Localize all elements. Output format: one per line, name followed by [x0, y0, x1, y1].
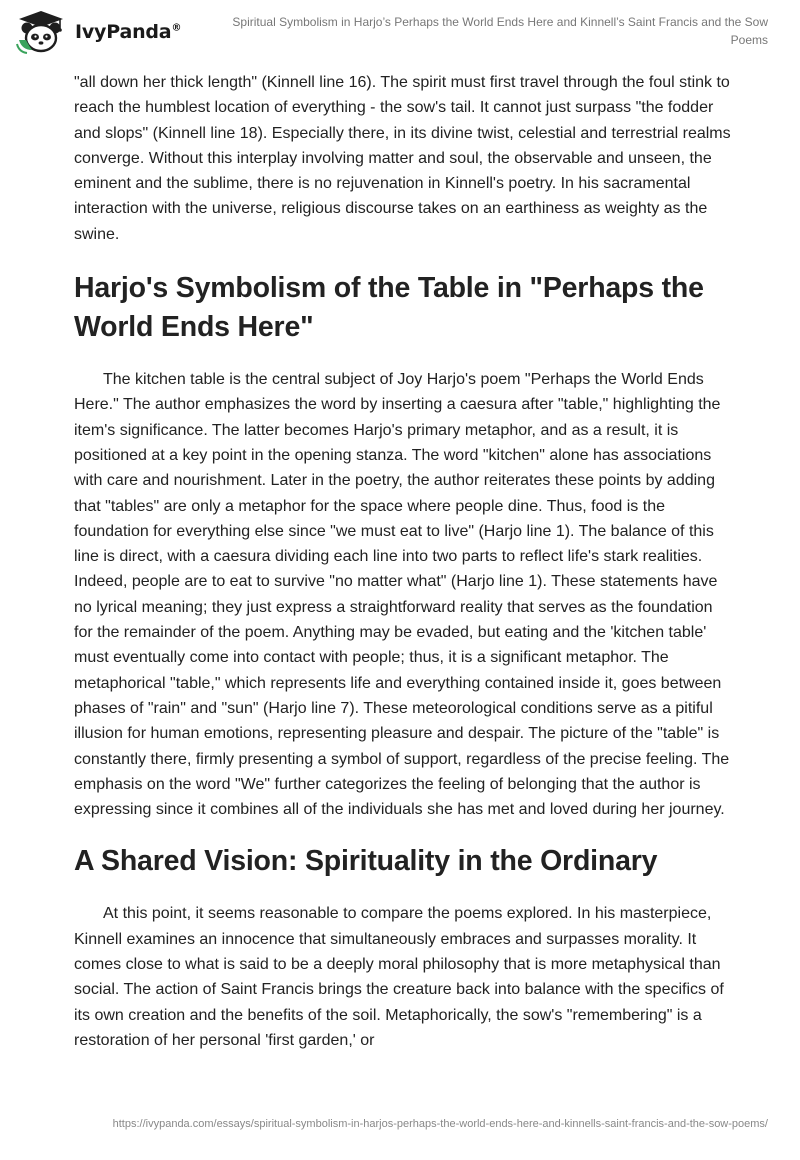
article-body: [74, 70, 734, 1053]
section-heading-shared-vision: A Shared Vision: Spirituality in the Ordinary: [74, 845, 658, 878]
paragraph-harjo-table: The kitchen table is the central subject of Joy Harjo's poem "Perhaps the World Ends Here." The author emphasizes the word by inserting a caesura after "table," highlighting the item's significance. The latter becomes Harjo's primary metaphor, and as a result, it is positioned at a key point in the opening stanza. The word "kitchen" alone has associations with care and nourishment. Later in the poetry, the author reiterates these points by adding that "tables" are only a metaphor for the space where people dine. Thus, food is the foundation for everything else since "we must eat to live" (Harjo line 1). The balance of this line is direct, with a caesura dividing each line into two parts to reflect life's stark realities. Indeed, people are to eat to survive "no matter what" (Harjo line 1). These statements have no lyrical meaning; they just express a straightforward reality that serves as the foundation for the remainder of the poem. Anything may be evaded, but eating and the 'kitchen table' must eventually come into contact with people; thus, it is a significant metaphor. The metaphorical "table," which represents life and everything contained inside it, goes between phases of "rain" and "sun" (Harjo line 7). These meteorological conditions serve as a pitiful illusion for human emotions, representing pleasure and despair. The picture of the "table" is constantly there, firmly presenting a symbol of support, regardless of the precise feeling. The emphasis on the word "We" further categorizes the feeling of belonging that the author is expressing since it combines all of the individuals she has met and loved during her journey.: [74, 371, 730, 819]
section-heading-harjo-table: Harjo's Symbolism of the Table in "Perhaps the World Ends Here": [74, 272, 704, 344]
panda-graduation-cap-icon: [15, 10, 67, 54]
ivypanda-logo[interactable]: [15, 10, 215, 54]
paragraph-shared-vision: At this point, it seems reasonable to compare the poems explored. In his masterpiece, Kinnell examines an innocence that simultaneously embraces and surpasses morality. It comes close to what is said to be a deeply moral philosophy that is more metaphysical than social. The action of Saint Francis brings the creature back into balance with the specifics of its own creation and the benefits of the soil. Metaphorically, the sow's "remembering" is a restoration of her personal 'first garden,' or: [74, 905, 724, 1049]
page-header: [0, 0, 800, 62]
source-url[interactable]: https://ivypanda.com/essays/spiritual-symbolism-in-harjos-perhaps-the-world-ends-here-and-kinnells-saint-francis-and-the-sow-poems/: [112, 1118, 768, 1130]
brand-name: IvyPanda®: [75, 21, 182, 43]
paragraph-intro: "all down her thick length" (Kinnell line 16). The spirit must first travel through the foul stink to reach the humblest location of everything - the sow's tail. It cannot just surpass "the fodder and slops" (Kinnell line 18). Especially there, in its divine twist, celestial and terrestrial realms converge. Without this interplay involving matter and soul, the observable and unseen, the eminent and the sublime, there is no rejuvenation in Kinnell's poetry. In his sacramental interaction with the universe, religious discourse takes on an earthiness as weighty as the swine.: [74, 74, 731, 243]
document-title: Spiritual Symbolism in Harjo’s Perhaps the World Ends Here and Kinnell’s Saint Francis and the Sow Poems: [232, 15, 768, 47]
